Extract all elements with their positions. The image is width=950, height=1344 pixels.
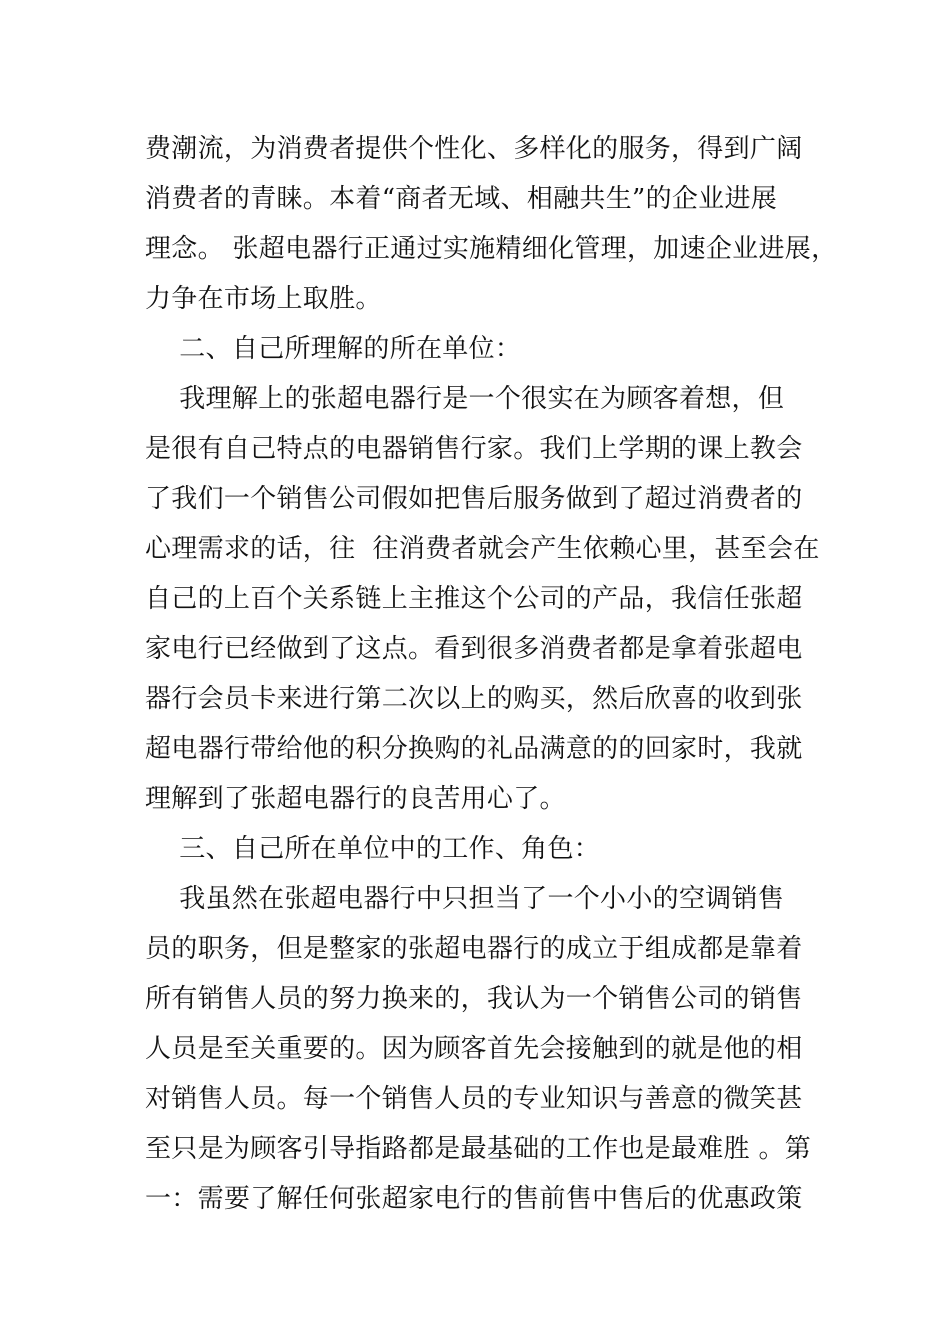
text-line-16: 我虽然在张超电器行中只担当了一个小小的空调销售 <box>145 884 785 914</box>
text-line-8: 了我们一个销售公司假如把售后服务做到了超过消费者的 <box>145 484 803 514</box>
text-line-6: 我理解上的张超电器行是一个很实在为顾客着想，但 <box>145 384 785 414</box>
text-line-7: 是很有自己特点的电器销售行家。我们上学期的课上教会 <box>145 434 803 464</box>
text-line-13: 超电器行带给他的积分换购的礼品满意的的回家时，我就 <box>145 734 803 764</box>
text-line-14: 理解到了张超电器行的良苦用心了。 <box>145 784 566 814</box>
text-line-19: 人员是至关重要的。因为顾客首先会接触到的就是他的相 <box>145 1034 803 1064</box>
text-line-17: 员的职务，但是整家的张超电器行的成立于组成都是靠着 <box>145 934 803 964</box>
section-heading-2: 二、自己所理解的所在单位： <box>145 334 522 364</box>
text-line-3: 理念。 张超电器行正通过实施精细化管理，加速企业进展， <box>145 234 838 264</box>
text-line-10: 自己的上百个关系链上主推这个公司的产品，我信任张超 <box>145 584 803 614</box>
text-line-22: 一：需要了解任何张超家电行的售前售中售后的优惠政策 <box>145 1184 803 1214</box>
text-line-1: 费潮流，为消费者提供个性化、多样化的服务，得到广阔 <box>145 134 803 164</box>
text-line-11: 家电行已经做到了这点。看到很多消费者都是拿着张超电 <box>145 634 803 664</box>
text-line-18: 所有销售人员的努力换来的，我认为一个销售公司的销售 <box>145 984 803 1014</box>
text-line-4: 力争在市场上取胜。 <box>145 284 382 314</box>
text-line-12: 器行会员卡来进行第二次以上的购买，然后欣喜的收到张 <box>145 684 803 714</box>
text-line-9: 心理需求的话，往 往消费者就会产生依赖心里，甚至会在 <box>145 534 820 564</box>
text-line-2: 消费者的青睐。本着“商者无域、相融共生”的企业进展 <box>145 184 778 214</box>
text-line-21: 至只是为顾客引导指路都是最基础的工作也是最难胜 。第 <box>145 1134 812 1164</box>
section-heading-3: 三、自己所在单位中的工作、角色： <box>145 834 601 864</box>
text-line-20: 对销售人员。每一个销售人员的专业知识与善意的微笑甚 <box>145 1084 803 1114</box>
